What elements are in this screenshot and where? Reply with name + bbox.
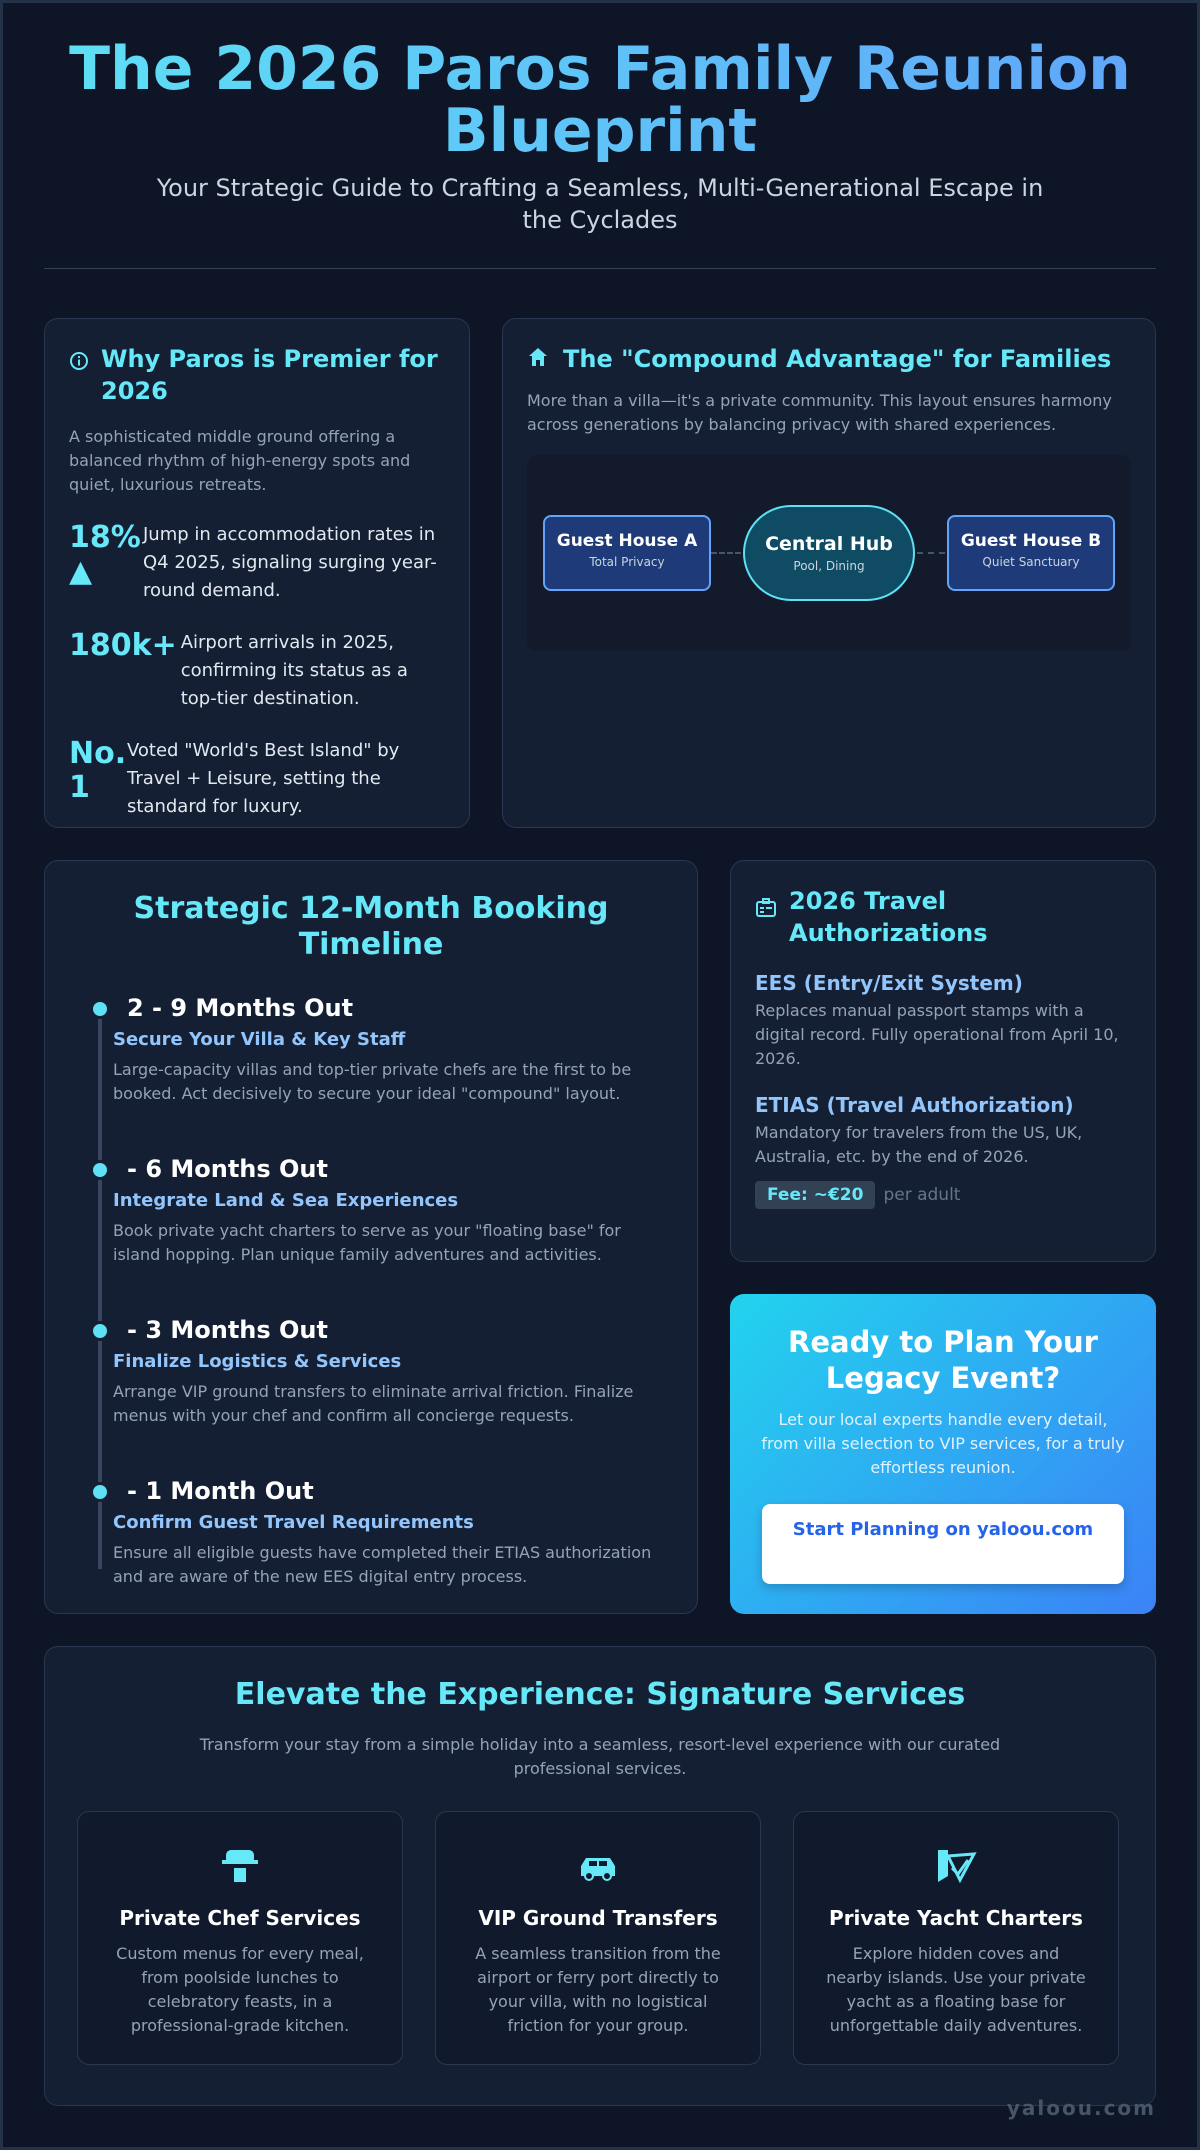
stat-number: 18% ▲ [69, 520, 141, 589]
central-hub-sub: Pool, Dining [793, 559, 865, 573]
stat-description: Voted "World's Best Island" by Travel + Leisure, setting the standard for luxury. [127, 740, 400, 817]
auth-title: 2026 Travel Authorizations [789, 887, 988, 947]
compound-intro: More than a villa—it's a private community. This layout ensures harmony across generations by balancing privacy with shared experiences. [527, 391, 1112, 434]
timeline-item [95, 1476, 657, 1589]
ees-title: EES (Entry/Exit System) [755, 971, 1023, 995]
stat-item [69, 629, 445, 713]
header-divider [44, 268, 1156, 269]
central-hub [743, 505, 915, 601]
timeline-task: Secure Your Villa & Key Staff [113, 1029, 406, 1050]
service-title: Private Yacht Charters [829, 1906, 1083, 1930]
timeline-dot [90, 999, 110, 1019]
page-title: The 2026 Paros Family Reunion Blueprint [44, 38, 1156, 162]
timeline-text: Ensure all eligible guests have completed their ETIAS authorization and are aware of the new EES digital entry process. [113, 1543, 652, 1586]
services-row [77, 1811, 1123, 2065]
timeline-item [95, 1315, 657, 1428]
timeline-task: Integrate Land & Sea Experiences [113, 1190, 459, 1211]
timeline-task: Confirm Guest Travel Requirements [113, 1512, 474, 1533]
timeline [95, 993, 657, 1589]
timeline-when: 2 - 9 Months Out [127, 994, 354, 1022]
fee-note: per adult [883, 1185, 961, 1205]
stat-description: Jump in accommodation rates in Q4 2025, signaling surging year-round demand. [143, 524, 437, 601]
guest-house-b-sub: Quiet Sanctuary [982, 555, 1080, 569]
guest-house-a-title: Guest House A [556, 531, 698, 551]
passport-icon [755, 897, 777, 923]
service-text: Explore hidden coves and nearby islands. Use your private yacht as a floating base for unforgettable daily adventures. [826, 1944, 1086, 2035]
car-icon [578, 1871, 618, 1890]
stat-item [69, 737, 445, 821]
guest-house-a-sub: Total Privacy [589, 555, 665, 569]
timeline-title: Strategic 12-Month Booking Timeline [133, 891, 609, 962]
fee-badge: Fee: ~€20 [755, 1181, 875, 1209]
start-planning-button[interactable]: Start Planning on yaloou.com [762, 1504, 1124, 1584]
central-hub-title: Central Hub [765, 533, 893, 555]
travel-authorizations-card [730, 860, 1156, 1262]
compound-title: The "Compound Advantage" for Families [563, 345, 1112, 373]
timeline-item [95, 993, 657, 1106]
guest-house-b-title: Guest House B [960, 531, 1102, 551]
etias-text: Mandatory for travelers from the US, UK, Australia, etc. by the end of 2026. [755, 1123, 1083, 1166]
guest-house-b [947, 515, 1115, 591]
booking-timeline-card [44, 860, 698, 1614]
cta-title: Ready to Plan Your Legacy Event? [788, 1325, 1098, 1395]
timeline-text: Arrange VIP ground transfers to eliminate arrival friction. Finalize menus with your chef and confirm all concierge requests. [113, 1382, 634, 1425]
why-paros-intro: A sophisticated middle ground offering a balanced rhythm of high-energy spots and quiet, luxurious retreats. [69, 427, 411, 494]
service-card [77, 1811, 403, 2065]
connector-line [711, 552, 741, 554]
why-paros-card [44, 318, 470, 828]
timeline-dot [90, 1482, 110, 1502]
ees-text: Replaces manual passport stamps with a digital record. Fully operational from April 10, 2026. [755, 1001, 1119, 1068]
signature-services-card [44, 1646, 1156, 2106]
connector-line [917, 552, 945, 554]
services-intro: Transform your stay from a simple holiday into a seamless, resort-level experience with our curated professional services. [199, 1735, 1001, 1778]
guest-house-a [543, 515, 711, 591]
home-icon [527, 346, 549, 372]
cta-text: Let our local experts handle every detail, from villa selection to VIP services, for a truly effortless reunion. [761, 1410, 1125, 1477]
page-header [44, 34, 1156, 236]
service-card [793, 1811, 1119, 2065]
stat-number: 180k+ [69, 628, 177, 663]
timeline-task: Finalize Logistics & Services [113, 1351, 402, 1372]
info-icon [69, 351, 89, 375]
timeline-item [95, 1154, 657, 1267]
cta-card [730, 1294, 1156, 1614]
compound-advantage-card [502, 318, 1156, 828]
chef-hat-icon [220, 1871, 260, 1890]
sailboat-icon [934, 1871, 978, 1890]
compound-diagram [527, 455, 1131, 651]
timeline-text: Large-capacity villas and top-tier private chefs are the first to be booked. Act decisively to secure your ideal "compound" layout. [113, 1060, 632, 1103]
stat-number: No. 1 [69, 736, 127, 805]
service-text: A seamless transition from the airport or ferry port directly to your villa, with no logistical friction for your group. [475, 1944, 721, 2035]
stat-item [69, 521, 445, 605]
timeline-when: - 6 Months Out [127, 1155, 328, 1183]
timeline-text: Book private yacht charters to serve as your "floating base" for island hopping. Plan unique family adventures and activities. [113, 1221, 621, 1264]
timeline-when: - 3 Months Out [127, 1316, 328, 1344]
service-card [435, 1811, 761, 2065]
why-paros-title: Why Paros is Premier for 2026 [101, 345, 438, 405]
page-subtitle: Your Strategic Guide to Crafting a Seamless, Multi-Generational Escape in the Cyclades [156, 174, 1044, 234]
services-title: Elevate the Experience: Signature Services [234, 1677, 966, 1712]
service-title: Private Chef Services [119, 1906, 361, 1930]
service-text: Custom menus for every meal, from poolside lunches to celebratory feasts, in a professional-grade kitchen. [116, 1944, 364, 2035]
fee-row [755, 1181, 1131, 1209]
timeline-when: - 1 Month Out [127, 1477, 314, 1505]
etias-title: ETIAS (Travel Authorization) [755, 1093, 1074, 1117]
timeline-dot [90, 1160, 110, 1180]
service-title: VIP Ground Transfers [478, 1906, 718, 1930]
brand-watermark: yaloou.com [1006, 2096, 1156, 2120]
stat-description: Airport arrivals in 2025, confirming its status as a top-tier destination. [180, 632, 408, 709]
timeline-dot [90, 1321, 110, 1341]
